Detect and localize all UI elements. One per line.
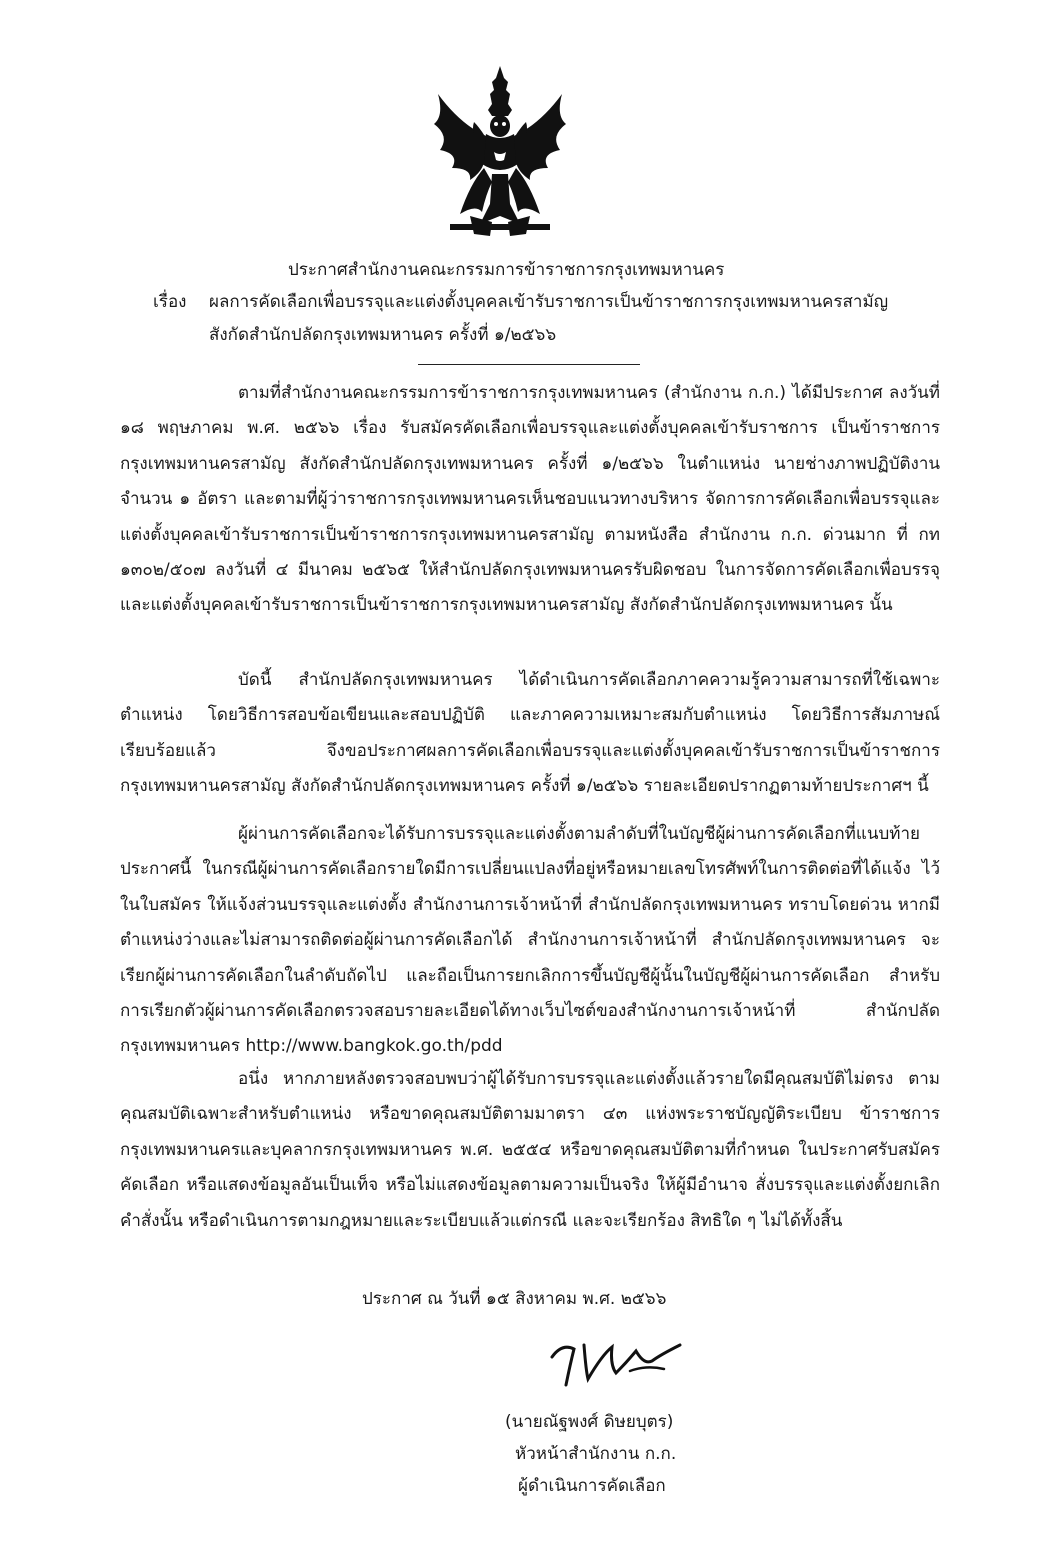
handwritten-signature [540, 1335, 690, 1390]
signatory-role: ผู้ดำเนินการคัดเลือก [518, 1476, 666, 1496]
signatory-title: หัวหน้าสำนักงาน ก.ก. [515, 1444, 677, 1464]
paragraph-1 [120, 376, 940, 624]
paragraph-2-text: บัดนี้ สำนักปลัดกรุงเทพมหานคร ได้ดำเนินการคัดเลือกภาคความรู้ความสามารถที่ใช้เฉพาะตำแหน่ง โดยวิธีการสอบข้อเขียนและสอบปฏิบัติ และภาคความเหมาะสมกับตำแหน่ง โดยวิธีการสัมภาษณ์ เรียบร้อยแล้ว จึงขอประกาศผลการคัดเลือกเพื่อบรรจุและแต่งตั้งบุคคลเข้ารับราชการเป็นข้าราชการกรุงเทพมหานครสามัญ สังกัดสำนักปลัดกรุงเทพมหานคร ครั้งที่ ๑/๒๕๖๖ รายละเอียดปรากฏตามท้ายประกาศฯ นี้ [120, 670, 940, 797]
org-title: ประกาศสำนักงานคณะกรรมการข้าราชการกรุงเทพมหานคร [288, 260, 725, 280]
signatory-name: (นายณัฐพงศ์ ดิษยบุตร) [505, 1412, 674, 1432]
paragraph-3 [120, 817, 940, 1065]
subject-label: เรื่อง [153, 292, 187, 312]
paragraph-4 [120, 1062, 940, 1239]
header-divider [418, 364, 640, 365]
pdd-website-link[interactable]: http://www.bangkok.go.th/pdd [245, 1036, 503, 1057]
announce-date: ประกาศ ณ วันที่ ๑๕ สิงหาคม พ.ศ. ๒๕๖๖ [362, 1289, 667, 1309]
paragraph-2 [120, 663, 940, 805]
subject-line-2: สังกัดสำนักปลัดกรุงเทพมหานคร ครั้งที่ ๑/๒๕๖๖ [209, 325, 557, 345]
paragraph-1-text: ตามที่สำนักงานคณะกรรมการข้าราชการกรุงเทพมหานคร (สำนักงาน ก.ก.) ได้มีประกาศ ลงวันที่ ๑๘ พฤษภาคม พ.ศ. ๒๕๖๖ เรื่อง รับสมัครคัดเลือกเพื่อบรรจุและแต่งตั้งบุคคลเข้ารับราชการ เป็นข้าราชการกรุงเทพมหานครสามัญ สังกัดสำนักปลัดกรุงเทพมหานคร ครั้งที่ ๑/๒๕๖๖ ในตำแหน่ง นายช่างภาพปฏิบัติงาน จำนวน ๑ อัตรา และตามที่ผู้ว่าราชการกรุงเทพมหานครเห็นชอบแนวทางบริหาร จัดการการคัดเลือกเพื่อบรรจุและแต่งตั้งบุคคลเข้ารับราชการเป็นข้าราชการกรุงเทพมหานครสามัญ ตามหนังสือ สำนักงาน ก.ก. ด่วนมาก ที่ กท ๑๓๐๒/๕๐๗ ลงวันที่ ๔ มีนาคม ๒๕๖๕ ให้สำนักปลัดกรุงเทพมหานครรับผิดชอบ ในการจัดการคัดเลือกเพื่อบรรจุและแต่งตั้งบุคคลเข้ารับราชการเป็นข้าราชการกรุงเทพมหานครสามัญ สังกัดสำนักปลัดกรุงเทพมหานคร นั้น [120, 383, 940, 616]
paragraph-4-text: อนึ่ง หากภายหลังตรวจสอบพบว่าผู้ได้รับการบรรจุและแต่งตั้งแล้วรายใดมีคุณสมบัติไม่ตรง ตามคุณสมบัติเฉพาะสำหรับตำแหน่ง หรือขาดคุณสมบัติตามมาตรา ๔๓ แห่งพระราชบัญญัติระเบียบ ข้าราชการกรุงเทพมหานครและบุคลากรกรุงเทพมหานคร พ.ศ. ๒๕๕๔ หรือขาดคุณสมบัติตามที่กำหนด ในประกาศรับสมัครคัดเลือก หรือแสดงข้อมูลอันเป็นเท็จ หรือไม่แสดงข้อมูลตามความเป็นจริง ให้ผู้มีอำนาจ สั่งบรรจุและแต่งตั้งยกเลิกคำสั่งนั้น หรือดำเนินการตามกฎหมายและระเบียบแล้วแต่กรณี และจะเรียกร้อง สิทธิใด ๆ ไม่ได้ทั้งสิ้น [120, 1069, 940, 1231]
paragraph-3-text: ผู้ผ่านการคัดเลือกจะได้รับการบรรจุและแต่งตั้งตามลำดับที่ในบัญชีผู้ผ่านการคัดเลือกที่แนบท้าย ประกาศนี้ ในกรณีผู้ผ่านการคัดเลือกรายใดมีการเปลี่ยนแปลงที่อยู่หรือหมายเลขโทรศัพท์ในการติดต่อที่ได้แจ้ง ไว้ในใบสมัคร ให้แจ้งส่วนบรรจุและแต่งตั้ง สำนักงานการเจ้าหน้าที่ สำนักปลัดกรุงเทพมหานคร ทราบโดยด่วน หากมีตำแหน่งว่างและไม่สามารถติดต่อผู้ผ่านการคัดเลือกได้ สำนักงานการเจ้าหน้าที่ สำนักปลัดกรุงเทพมหานคร จะเรียกผู้ผ่านการคัดเลือกในลำดับถัดไป และถือเป็นการยกเลิกการขึ้นบัญชีผู้นั้นในบัญชีผู้ผ่านการคัดเลือก สำหรับการเรียกตัวผู้ผ่านการคัดเลือกตรวจสอบรายละเอียดได้ทางเว็บไซต์ของสำนักงานการเจ้าหน้าที่ สำนักปลัดกรุงเทพมหานคร [120, 824, 940, 1057]
subject-line-1: ผลการคัดเลือกเพื่อบรรจุและแต่งตั้งบุคคลเข้ารับราชการเป็นข้าราชการกรุงเทพมหานครสามัญ [209, 292, 889, 312]
garuda-emblem-icon [430, 64, 570, 239]
